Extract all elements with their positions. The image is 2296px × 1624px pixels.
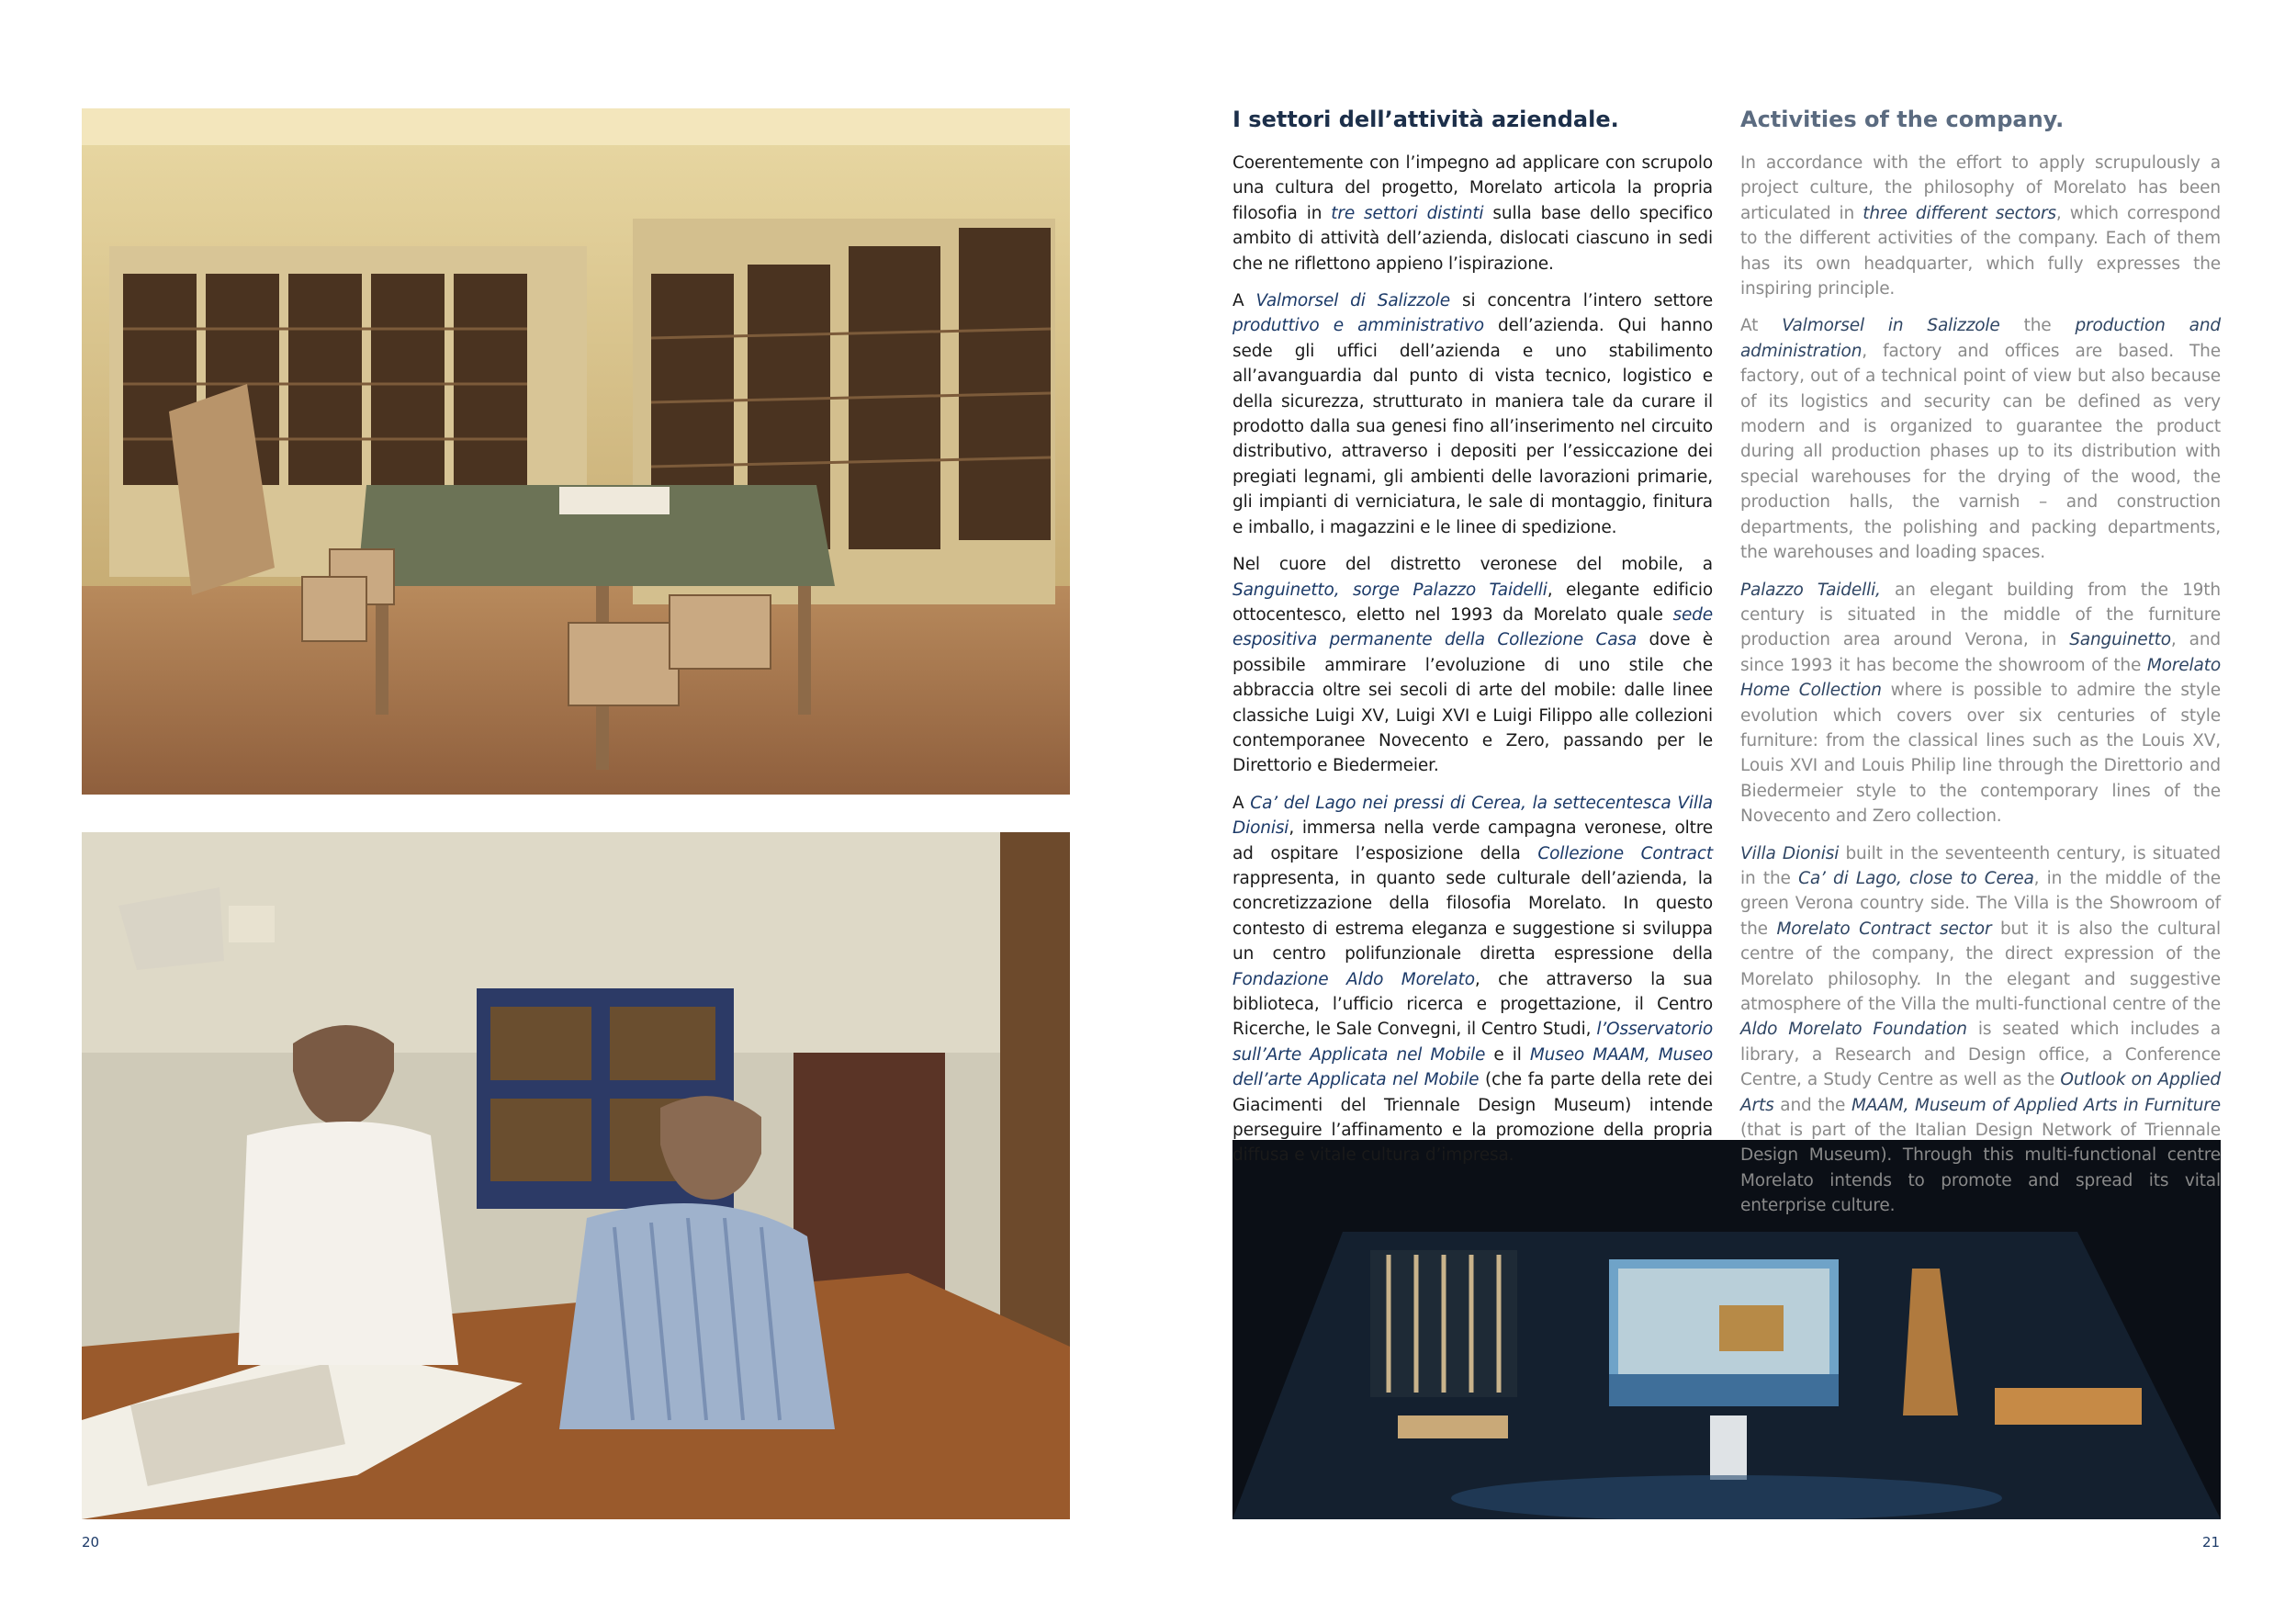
italian-paragraph-1: Coerentemente con l’impegno ad applicare con scrupolo una cultura del progetto, Morelato articola la propria filosofia in tre settori distinti sulla base dello specifico ambito di attività dell’azienda, dislocati ciascuno in sedi che ne riflettono appieno l’ispirazione. [1232, 153, 1713, 274]
library-room-photo [82, 108, 1070, 795]
italian-heading: I settori dell’attività aziendale. [1232, 107, 1619, 132]
italian-paragraph-4: A Ca’ del Lago nei pressi di Cerea, la settecentesca Villa Dionisi, immersa nella verde campagna veronese, oltre ad ospitare l’esposizione della Collezione Contract rappresenta, in quanto sede culturale dell’azienda, la concretizzazione della filosofia Morelato. In questo contesto di estrema eleganza e suggestione si sviluppa un centro polifunzionale diretta espressione della Fondazione Aldo Morelato, che attraverso la sua biblioteca, l’ufficio ricerca e progettazione, il Centro Ricerche, le Sale Convegni, il Centro Studi, l’Osservatorio sull’Arte Applicata nel Mobile e il Museo MAAM, Museo dell’arte Applicata nel Mobile (che fa parte della rete dei Giacimenti del Triennale Design Museum) intende perseguire l’affinamento e la promozione della propria diffusa e vitale cultura d’impresa. [1232, 793, 1714, 1166]
page-number-right: 21 [2202, 1534, 2221, 1551]
english-paragraph-3: Palazzo Taidelli, an elegant building from the 19th century is situated in the middle of the furniture production area around Verona, in Sanguinetto, and since 1993 it has become the showroom of the Morelato Home Collection where is possible to admire the style evolution which covers over six centuries of style furniture: from the classical lines such as the Louis XV, Louis XVI and Louis Philip line through the Direttorio and Biedermeier style to the contemporary lines of the Novecento and Zero collection. [1740, 580, 2221, 827]
office-meeting-photo [82, 832, 1070, 1519]
italian-paragraph-2: A Valmorsel di Salizzole si concentra l’intero settore produttivo e amministrativo dell’azienda. Qui hanno sede gli uffici dell’azienda e uno stabilimento all’avanguardia dal punto di vista tecnico, logistico e della sicurezza, strutturato in maniera tale da curare il prodotto dalla sua genesi fino all’inserimento nel circuito distributivo, attraverso i depositi per l’essiccazione dei pregiati legnami, gli ambienti delle lavorazioni primarie, gli impianti di verniciatura, le sale di montaggio, finitura e imballo, i magazzini e le linee di spedizione. [1232, 291, 1713, 537]
english-heading: Activities of the company. [1740, 107, 2065, 132]
english-paragraph-4: Villa Dionisi built in the seventeenth century, is situated in the Ca’ di Lago, close to Cerea, in the middle of the green Verona country side. The Villa is the Showroom of the Morelato Contract sector but it is also the cultural centre of the company, the direct expression of the Morelato philosophy. In the elegant and suggestive atmosphere of the Villa the multi-functional centre of the Aldo Morelato Foundation is seated which includes a library, a Research and Design office, a Conference Centre, a Study Centre as well as the Outlook on Applied Arts and the MAAM, Museum of Applied Arts in Furniture (that is part of the Italian Design Network of Triennale Design Museum). Through this multi-functional centre Morelato intends to promote and spread its vital enterprise culture. [1740, 843, 2222, 1216]
english-text-column [1740, 101, 2221, 1231]
english-paragraph-2: At Valmorsel in Salizzole the production and administration, factory and offices are based. The factory, out of a technical point of view but also because of its logistics and security can be defined as very modern and is organized to guarantee the product during all production phases up to its distribution with special warehouses for the drying of the wood, the production halls, the varnish – and construction departments, the polishing and packing departments, the warehouses and loading spaces. [1740, 316, 2221, 563]
italian-text-column [1232, 101, 1713, 1180]
page-number-left: 20 [82, 1534, 100, 1551]
italian-paragraph-3: Nel cuore del distretto veronese del mobile, a Sanguinetto, sorge Palazzo Taidelli, elegante edificio ottocentesco, eletto nel 1993 da Morelato quale sede espositiva permanente della Collezione Casa dove è possibile ammirare l’evoluzione di uno stile che abbraccia oltre sei secoli di arte del mobile: dalle linee classiche Luigi XV, Luigi XVI e Luigi Filippo alle collezioni contemporanee Novecento e Zero, passando per le Direttorio e Biedermeier. [1232, 555, 1713, 776]
english-paragraph-1: In accordance with the effort to apply scrupulously a project culture, the philosophy of Morelato has been articulated in three different sectors, which correspond to the different activities of the company. Each of them has its own headquarter, which fully expresses the inspiring principle. [1740, 153, 2221, 299]
